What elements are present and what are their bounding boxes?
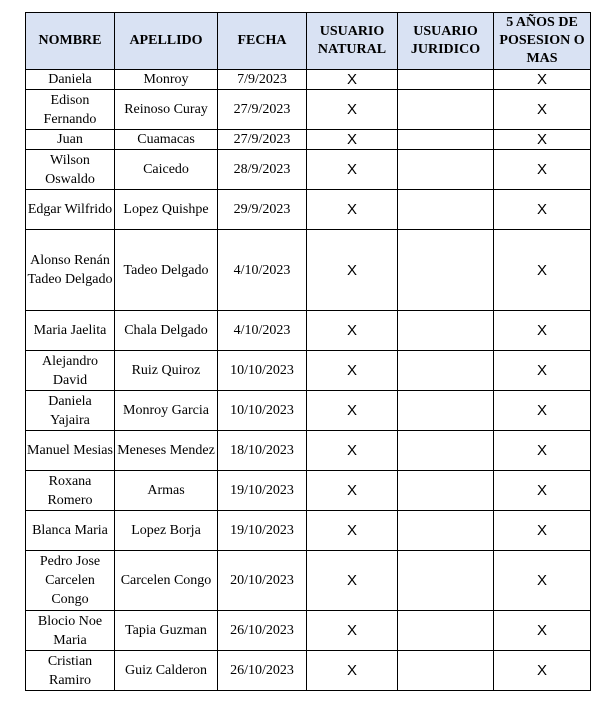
cell-usuario-natural: X [307, 431, 398, 471]
cell-nombre: Pedro Jose Carcelen Congo [26, 551, 115, 611]
cell-apellido: Guiz Calderon [115, 651, 218, 691]
cell-apellido: Caicedo [115, 150, 218, 190]
header-apellido: APELLIDO [115, 13, 218, 70]
records-table [25, 12, 591, 691]
cell-posesion: X [494, 511, 591, 551]
cell-nombre: Edison Fernando [26, 90, 115, 130]
cell-posesion: X [494, 311, 591, 351]
cell-apellido: Lopez Quishpe [115, 190, 218, 230]
cell-fecha: 19/10/2023 [218, 471, 307, 511]
cell-posesion: X [494, 551, 591, 611]
table-row [26, 90, 591, 130]
cell-usuario-juridico [398, 471, 494, 511]
header-nombre: NOMBRE [26, 13, 115, 70]
cell-fecha: 19/10/2023 [218, 511, 307, 551]
cell-apellido: Reinoso Curay [115, 90, 218, 130]
cell-fecha: 10/10/2023 [218, 391, 307, 431]
table-row [26, 351, 591, 391]
cell-usuario-juridico [398, 90, 494, 130]
cell-fecha: 27/9/2023 [218, 130, 307, 150]
cell-usuario-juridico [398, 190, 494, 230]
cell-posesion: X [494, 190, 591, 230]
cell-usuario-juridico [398, 431, 494, 471]
cell-posesion: X [494, 651, 591, 691]
cell-fecha: 28/9/2023 [218, 150, 307, 190]
cell-nombre: Blocio Noe Maria [26, 611, 115, 651]
header-usuario-natural: USUARIO NATURAL [307, 13, 398, 70]
cell-fecha: 4/10/2023 [218, 230, 307, 311]
header-usuario-juridico: USUARIO JURIDICO [398, 13, 494, 70]
table-row [26, 70, 591, 90]
cell-nombre: Alejandro David [26, 351, 115, 391]
cell-apellido: Armas [115, 471, 218, 511]
cell-fecha: 18/10/2023 [218, 431, 307, 471]
cell-nombre: Blanca Maria [26, 511, 115, 551]
cell-fecha: 7/9/2023 [218, 70, 307, 90]
table-row [26, 150, 591, 190]
cell-usuario-juridico [398, 150, 494, 190]
table-row [26, 391, 591, 431]
cell-fecha: 4/10/2023 [218, 311, 307, 351]
table-row [26, 611, 591, 651]
cell-apellido: Meneses Mendez [115, 431, 218, 471]
cell-posesion: X [494, 90, 591, 130]
cell-posesion: X [494, 471, 591, 511]
cell-posesion: X [494, 150, 591, 190]
cell-fecha: 20/10/2023 [218, 551, 307, 611]
cell-posesion: X [494, 230, 591, 311]
header-row [26, 13, 591, 70]
cell-usuario-juridico [398, 611, 494, 651]
cell-usuario-natural: X [307, 190, 398, 230]
cell-apellido: Cuamacas [115, 130, 218, 150]
cell-usuario-juridico [398, 391, 494, 431]
cell-nombre: Manuel Mesias [26, 431, 115, 471]
cell-nombre: Alonso Renán Tadeo Delgado [26, 230, 115, 311]
cell-posesion: X [494, 431, 591, 471]
cell-fecha: 26/10/2023 [218, 611, 307, 651]
cell-apellido: Lopez Borja [115, 511, 218, 551]
cell-usuario-natural: X [307, 511, 398, 551]
cell-nombre: Maria Jaelita [26, 311, 115, 351]
cell-usuario-juridico [398, 551, 494, 611]
cell-nombre: Edgar Wilfrido [26, 190, 115, 230]
cell-posesion: X [494, 70, 591, 90]
cell-posesion: X [494, 351, 591, 391]
table-row [26, 511, 591, 551]
cell-usuario-natural: X [307, 230, 398, 311]
cell-apellido: Tapia Guzman [115, 611, 218, 651]
cell-apellido: Tadeo Delgado [115, 230, 218, 311]
cell-usuario-juridico [398, 70, 494, 90]
cell-posesion: X [494, 130, 591, 150]
table-row [26, 551, 591, 611]
cell-usuario-natural: X [307, 651, 398, 691]
cell-fecha: 26/10/2023 [218, 651, 307, 691]
cell-usuario-natural: X [307, 311, 398, 351]
cell-usuario-natural: X [307, 150, 398, 190]
table-row [26, 190, 591, 230]
cell-posesion: X [494, 391, 591, 431]
cell-usuario-natural: X [307, 471, 398, 511]
table-row [26, 230, 591, 311]
table-row [26, 311, 591, 351]
cell-usuario-natural: X [307, 611, 398, 651]
cell-usuario-juridico [398, 230, 494, 311]
cell-usuario-natural: X [307, 351, 398, 391]
cell-usuario-juridico [398, 130, 494, 150]
cell-fecha: 27/9/2023 [218, 90, 307, 130]
cell-usuario-natural: X [307, 551, 398, 611]
table-row [26, 471, 591, 511]
table-row [26, 130, 591, 150]
cell-apellido: Ruiz Quiroz [115, 351, 218, 391]
cell-apellido: Monroy [115, 70, 218, 90]
cell-apellido: Chala Delgado [115, 311, 218, 351]
cell-apellido: Monroy Garcia [115, 391, 218, 431]
cell-fecha: 10/10/2023 [218, 351, 307, 391]
cell-usuario-juridico [398, 651, 494, 691]
cell-nombre: Roxana Romero [26, 471, 115, 511]
cell-apellido: Carcelen Congo [115, 551, 218, 611]
cell-nombre: Wilson Oswaldo [26, 150, 115, 190]
cell-nombre: Daniela Yajaira [26, 391, 115, 431]
cell-usuario-natural: X [307, 130, 398, 150]
cell-usuario-natural: X [307, 391, 398, 431]
header-fecha: FECHA [218, 13, 307, 70]
table-row [26, 431, 591, 471]
cell-nombre: Juan [26, 130, 115, 150]
cell-usuario-juridico [398, 511, 494, 551]
cell-nombre: Daniela [26, 70, 115, 90]
cell-usuario-juridico [398, 351, 494, 391]
cell-usuario-natural: X [307, 70, 398, 90]
header-posesion: 5 AÑOS DE POSESION O MAS [494, 13, 591, 70]
cell-fecha: 29/9/2023 [218, 190, 307, 230]
table-row [26, 651, 591, 691]
cell-usuario-natural: X [307, 90, 398, 130]
cell-nombre: Cristian Ramiro [26, 651, 115, 691]
cell-usuario-juridico [398, 311, 494, 351]
cell-posesion: X [494, 611, 591, 651]
